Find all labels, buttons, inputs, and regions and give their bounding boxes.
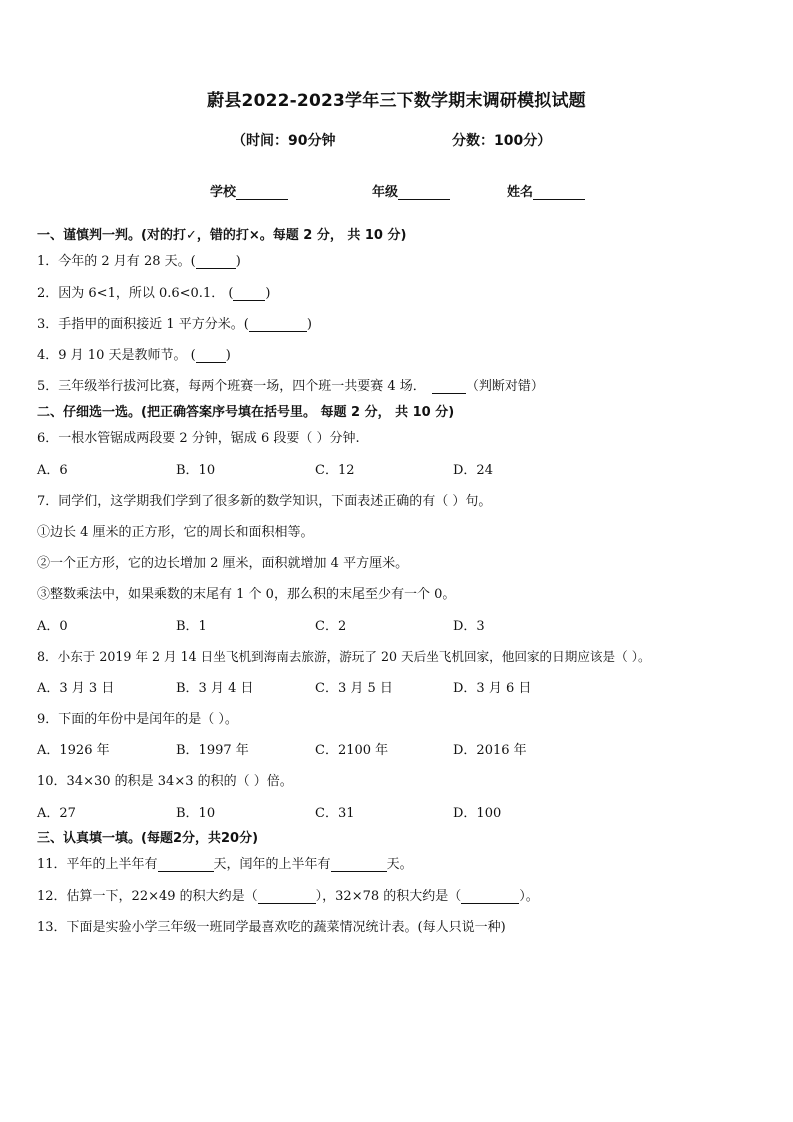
option-b[interactable]: B．3 月 4 日 <box>176 681 254 696</box>
answer-blank[interactable] <box>196 350 226 363</box>
option-d[interactable]: D．100 <box>453 806 502 821</box>
section-2-heading: 二、仔细选一选。(把正确答案序号填在括号里。 每题 2 分， 共 10 分) <box>37 405 455 420</box>
question-6: 6．一根水管锯成两段要 2 分钟，锯成 6 段要（ ）分钟. <box>37 431 360 446</box>
question-5: 5．三年级举行拔河比赛，每两个班赛一场，四个班一共要赛 4 场． （判断对错） <box>37 379 544 394</box>
question-11: 11．平年的上半年有 天，闰年的上半年有 天。 <box>37 857 413 872</box>
option-b[interactable]: B．10 <box>176 806 216 821</box>
option-c[interactable]: C．2100 年 <box>315 743 389 758</box>
question-12: 12．估算一下，22×49 的积大约是（ ），32×78 的积大约是（ ）。 <box>37 889 539 904</box>
section-3-heading: 三、认真填一填。(每题2分，共20分) <box>37 831 259 846</box>
answer-blank[interactable] <box>331 859 387 872</box>
option-c[interactable]: C．3 月 5 日 <box>315 681 393 696</box>
question-4: 4．9 月 10 天是教师节。 ( ) <box>37 348 231 363</box>
time-label: （时间：90分钟 <box>232 133 336 149</box>
option-c[interactable]: C．12 <box>315 463 355 478</box>
option-d[interactable]: D．24 <box>453 463 493 478</box>
option-c[interactable]: C．2 <box>315 619 347 634</box>
grade-field[interactable]: 年级 <box>372 181 450 200</box>
option-a[interactable]: A．0 <box>37 619 68 634</box>
answer-blank[interactable] <box>249 319 307 332</box>
answer-blank[interactable] <box>196 256 236 269</box>
page-title: 蔚县2022-2023学年三下数学期末调研模拟试题 <box>207 91 586 111</box>
question-1: 1．今年的 2 月有 28 天。( ) <box>37 254 241 269</box>
option-b[interactable]: B．10 <box>176 463 216 478</box>
option-a[interactable]: A．27 <box>37 806 76 821</box>
option-b[interactable]: B．1997 年 <box>176 743 249 758</box>
answer-blank[interactable] <box>258 891 316 904</box>
option-a[interactable]: A．6 <box>37 463 68 478</box>
section-1-heading: 一、谨慎判一判。(对的打✓，错的打×。每题 2 分， 共 10 分) <box>37 228 407 243</box>
option-b[interactable]: B．1 <box>176 619 207 634</box>
school-field[interactable]: 学校 <box>210 181 288 200</box>
option-d[interactable]: D．3 月 6 日 <box>453 681 532 696</box>
question-9: 9．下面的年份中是闰年的是（ ）。 <box>37 712 238 727</box>
score-label: 分数：100分） <box>452 133 552 149</box>
answer-blank[interactable] <box>158 859 214 872</box>
question-7: 7．同学们，这学期我们学到了很多新的数学知识，下面表述正确的有（ ）句。 <box>37 494 492 509</box>
answer-blank[interactable] <box>461 891 519 904</box>
statement-1: ①边长 4 厘米的正方形，它的周长和面积相等。 <box>37 525 314 540</box>
statement-2: ②一个正方形，它的边长增加 2 厘米，面积就增加 4 平方厘米。 <box>37 556 409 571</box>
question-3: 3．手指甲的面积接近 1 平方分米。( ) <box>37 317 312 332</box>
statement-3: ③整数乘法中，如果乘数的末尾有 1 个 0，那么积的末尾至少有一个 0。 <box>37 587 456 602</box>
answer-blank[interactable] <box>432 381 466 394</box>
name-field[interactable]: 姓名 <box>507 181 585 200</box>
option-d[interactable]: D．3 <box>453 619 485 634</box>
question-2: 2．因为 6<1，所以 0.6<0.1． ( ) <box>37 286 271 301</box>
answer-blank[interactable] <box>233 288 265 301</box>
option-a[interactable]: A．3 月 3 日 <box>37 681 115 696</box>
option-a[interactable]: A．1926 年 <box>37 743 110 758</box>
option-d[interactable]: D．2016 年 <box>453 743 527 758</box>
question-8: 8．小东于 2019 年 2 月 14 日坐飞机到海南去旅游，游玩了 20 天后坐飞机回家，他回家的日期应该是（ ）。 <box>37 649 651 664</box>
option-c[interactable]: C．31 <box>315 806 355 821</box>
question-10: 10．34×30 的积是 34×3 的积的（ ）倍。 <box>37 774 293 789</box>
question-13: 13．下面是实验小学三年级一班同学最喜欢吃的蔬菜情况统计表。(每人只说一种) <box>37 920 506 935</box>
